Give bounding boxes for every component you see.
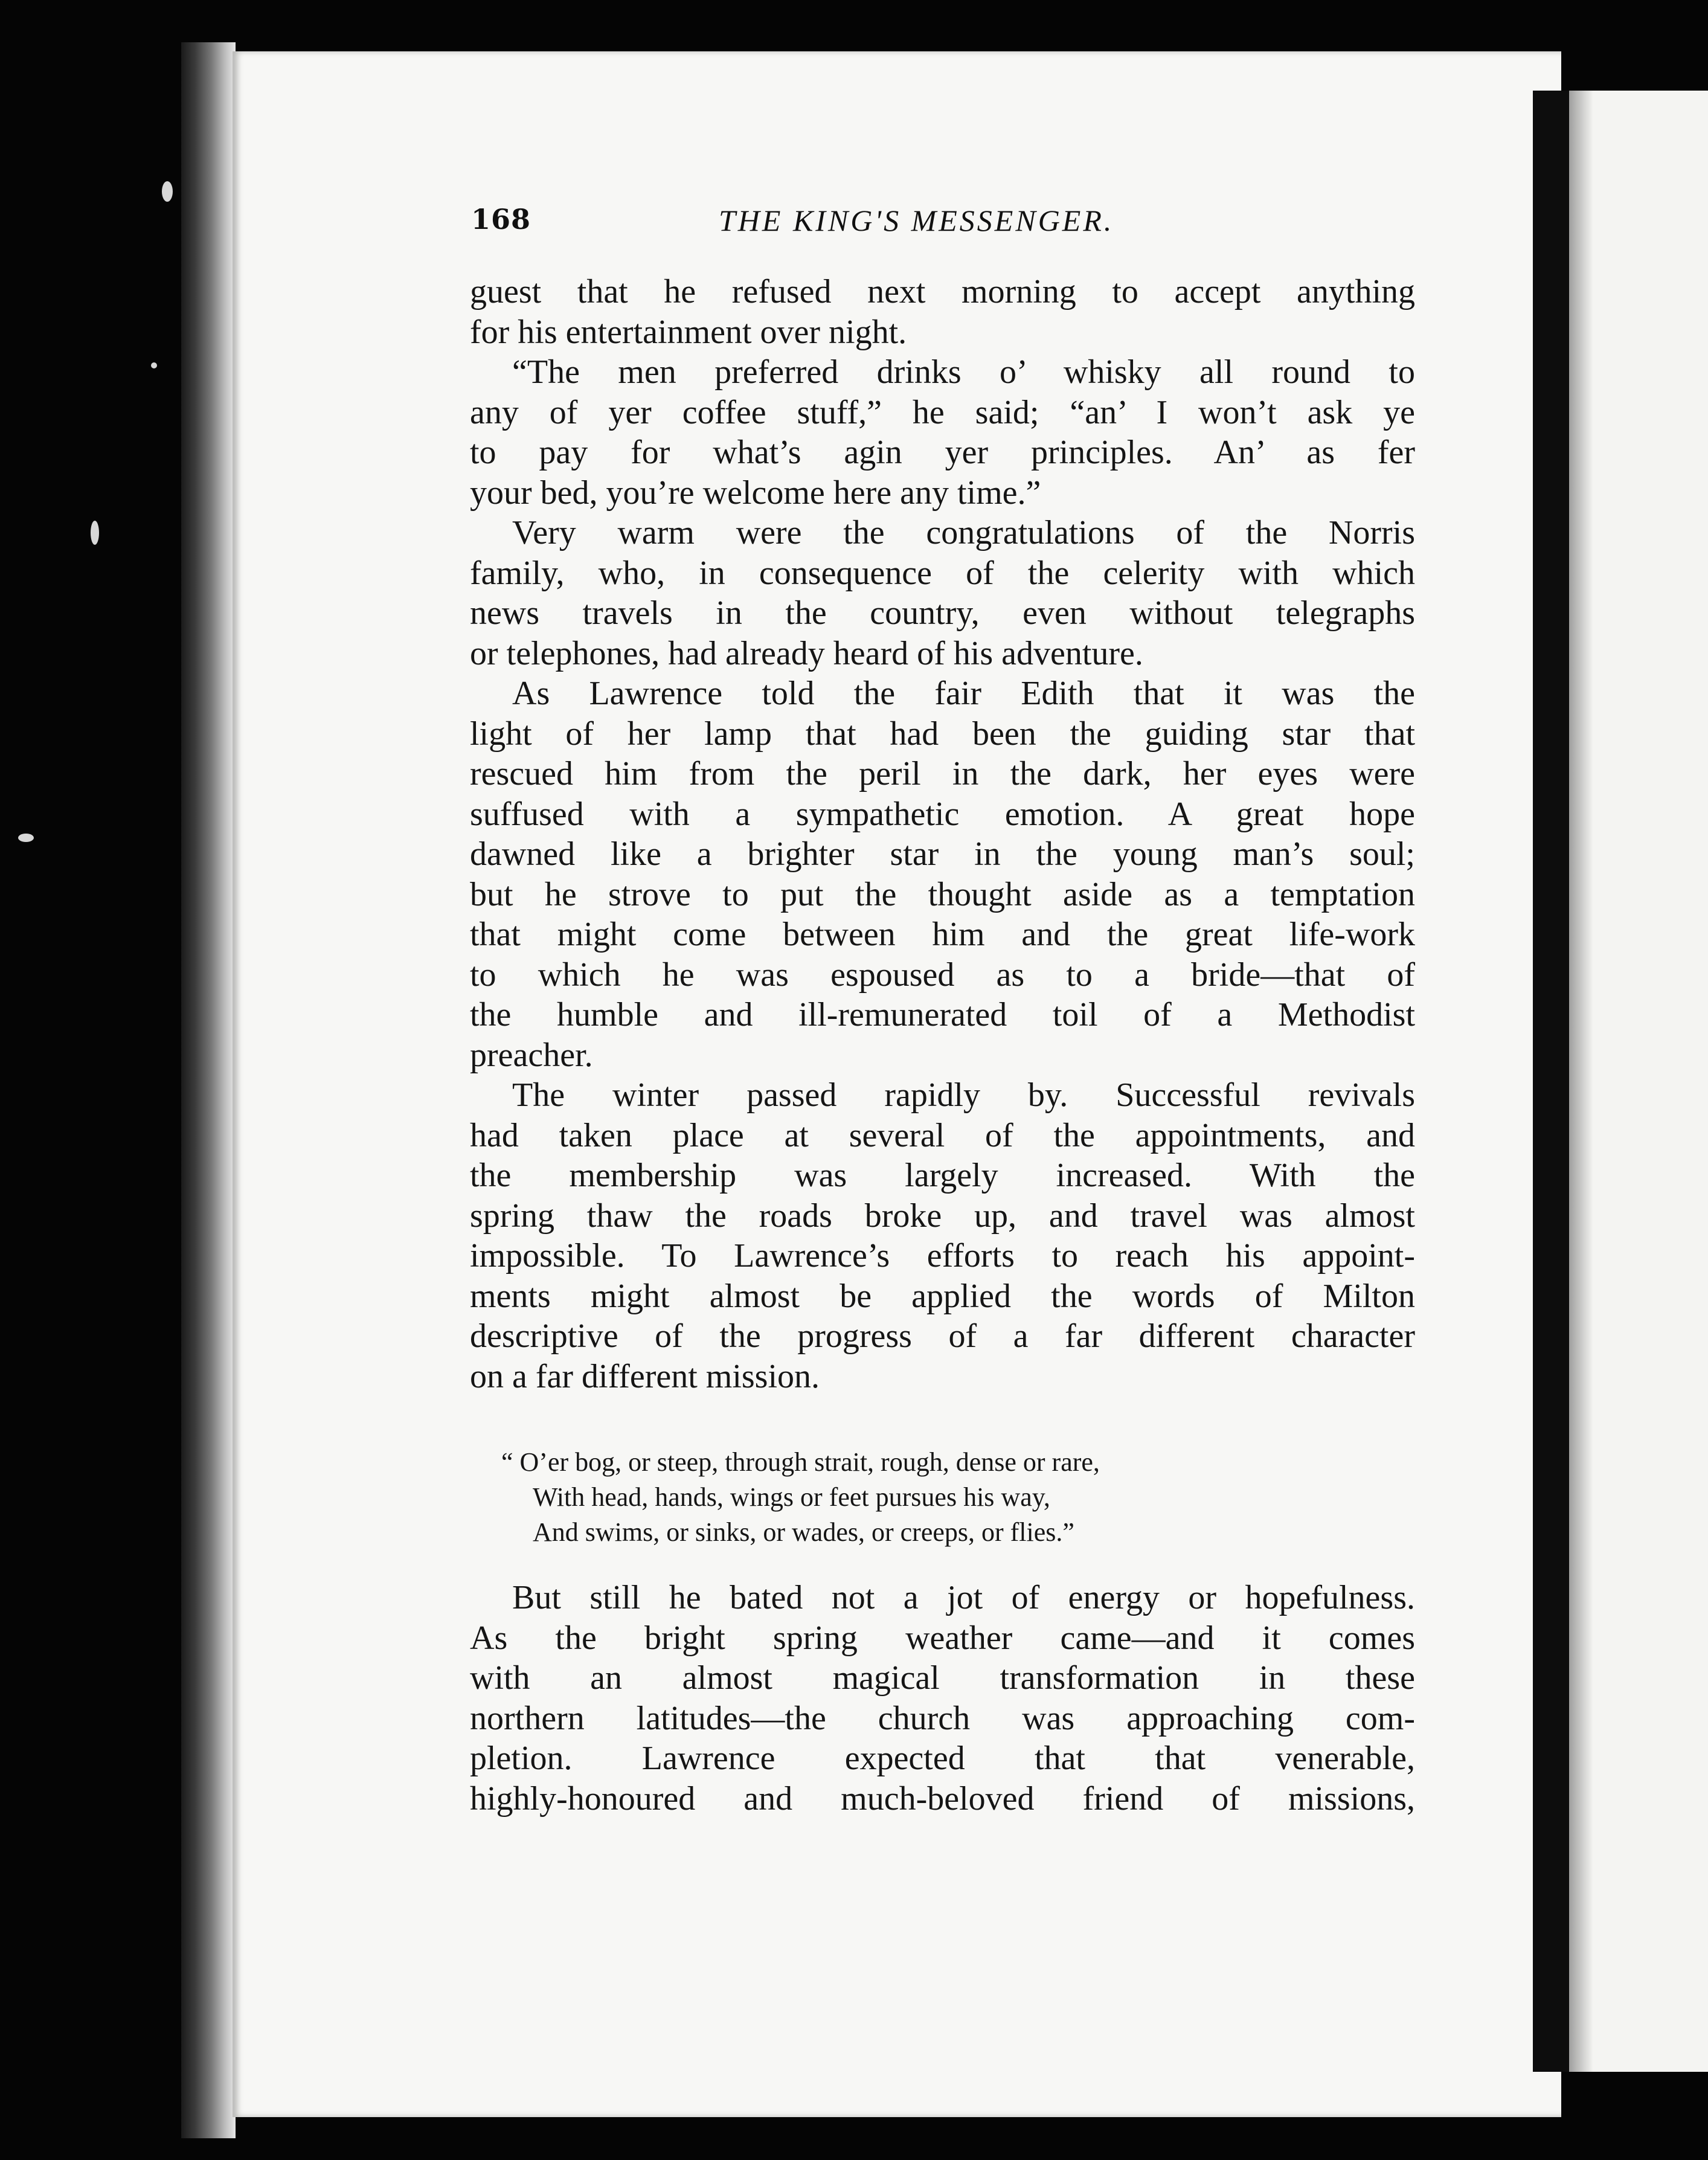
scan-speck: [151, 362, 157, 368]
text-line: guest that he refused next morning to accept anything: [470, 273, 1415, 310]
paragraph: [470, 1075, 1415, 1397]
text-line: “The men preferred drinks o’ whisky all round to: [512, 353, 1415, 391]
running-header: [471, 203, 1413, 245]
text-line: Very warm were the congratulations of the Norris: [512, 514, 1415, 551]
text-line: northern latitudes—the church was approaching com-: [470, 1699, 1415, 1737]
page-number: 168: [471, 203, 531, 236]
text-line: any of yer coffee stuff,” he said; “an’ I won’t ask ye: [470, 393, 1415, 431]
text-line: impossible. To Lawrence’s efforts to reach his appoint-: [470, 1237, 1415, 1274]
text-line: rescued him from the peril in the dark, her eyes were: [470, 755, 1415, 792]
paragraph: [470, 352, 1415, 513]
text-line: your bed, you’re welcome here any time.”: [470, 474, 1041, 512]
text-line: As the bright spring weather came—and it comes: [470, 1619, 1415, 1657]
text-line: to pay for what’s agin yer principles. An’ as fer: [470, 434, 1415, 471]
text-line: descriptive of the progress of a far different character: [470, 1317, 1415, 1355]
text-line: The winter passed rapidly by. Successful revivals: [512, 1076, 1415, 1114]
text-line: family, who, in consequence of the celerity with which: [470, 554, 1415, 592]
text-line: news travels in the country, even without telegraphs: [470, 594, 1415, 632]
text-line: for his entertainment over night.: [470, 313, 907, 351]
text-line: dawned like a brighter star in the young man’s soul;: [470, 835, 1415, 873]
book-gutter: [1533, 91, 1569, 2072]
text-line: to which he was espoused as to a bride—that of: [470, 956, 1415, 994]
closing-paragraph: [470, 1578, 1415, 1819]
text-line: suffused with a sympathetic emotion. A great hope: [470, 795, 1415, 833]
paragraph: [470, 673, 1415, 1075]
scan-speck: [91, 521, 99, 545]
text-line: that might come between him and the great life-work: [470, 916, 1415, 953]
text-line: or telephones, had already heard of his adventure.: [470, 634, 1143, 672]
text-line: on a far different mission.: [470, 1357, 820, 1395]
paragraph: [470, 272, 1415, 352]
text-line: But still he bated not a jot of energy or hopefulness.: [512, 1579, 1415, 1616]
text-line: the membership was largely increased. With the: [470, 1157, 1415, 1194]
verse-line: With head, hands, wings or feet pursues his way,: [533, 1482, 1050, 1512]
verse-line: And swims, or sinks, or wades, or creeps, or flies.”: [533, 1517, 1074, 1547]
text-line: preacher.: [470, 1036, 593, 1074]
text-line: had taken place at several of the appointments, and: [470, 1116, 1415, 1154]
paragraph: [470, 513, 1415, 673]
text-line: As Lawrence told the fair Edith that it was the: [512, 675, 1415, 712]
verse-line: “ O’er bog, or steep, through strait, rough, dense or rare,: [501, 1447, 1100, 1477]
text-line: pletion. Lawrence expected that that venerable,: [470, 1740, 1415, 1777]
scan-speck: [162, 181, 173, 202]
text-line: with an almost magical transformation in these: [470, 1659, 1415, 1697]
text-line: ments might almost be applied the words of Milton: [470, 1277, 1415, 1315]
text-line: highly-honoured and much-beloved friend of missions,: [470, 1779, 1415, 1818]
scan-speck: [18, 834, 34, 842]
text-line: the humble and ill-remunerated toil of a Methodist: [470, 996, 1415, 1033]
facing-page-shadow: [1569, 91, 1593, 2072]
verse-quotation: [501, 1445, 1371, 1550]
book-page-edges: [181, 42, 236, 2138]
text-line: spring thaw the roads broke up, and travel was almost: [470, 1197, 1415, 1235]
body-text: [470, 272, 1415, 1397]
text-line: light of her lamp that had been the guiding star that: [470, 715, 1415, 753]
running-title: THE KING'S MESSENGER.: [719, 204, 1114, 237]
text-line: but he strove to put the thought aside as a temptation: [470, 875, 1415, 913]
